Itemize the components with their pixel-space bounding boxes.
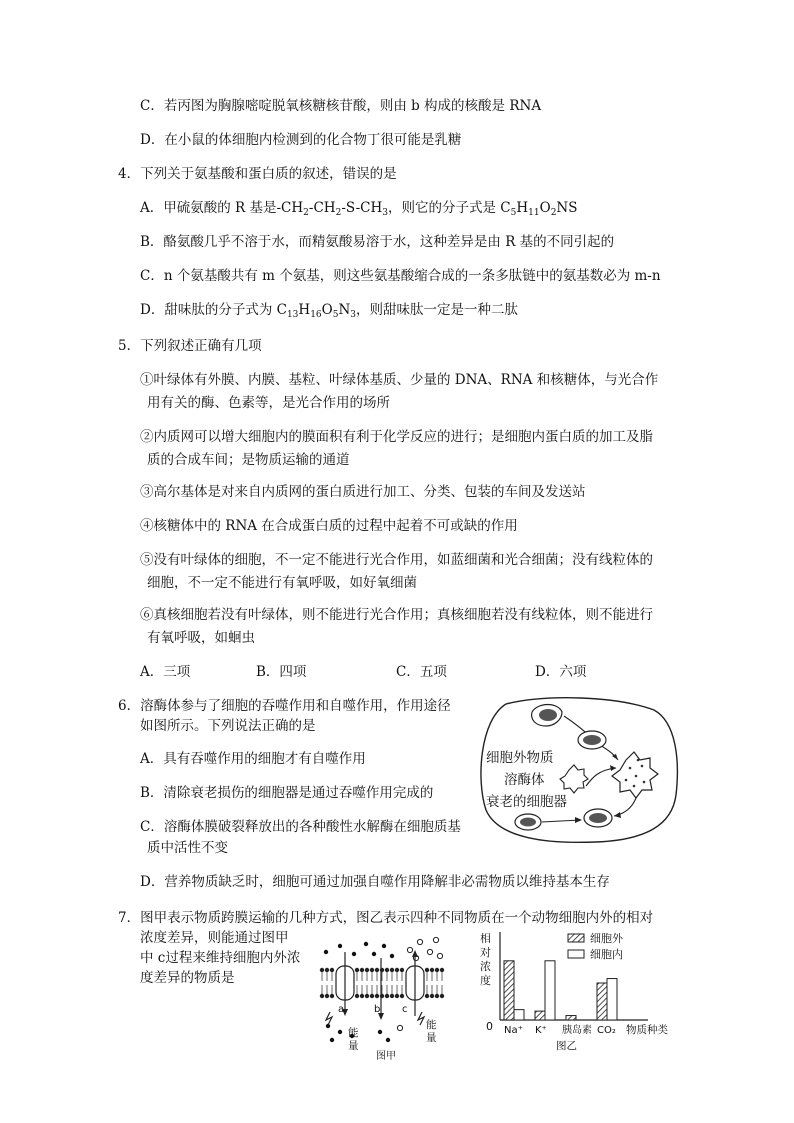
lipid-head xyxy=(395,994,399,998)
chart-origin: 0 xyxy=(486,1020,493,1033)
lipid-head xyxy=(390,968,394,972)
lipid-head xyxy=(385,968,389,972)
legend-label: 细胞外 xyxy=(590,932,623,945)
q7-stem-line-2: 浓度差异，则能通过图甲 xyxy=(140,930,289,946)
q3-option-d: D．在小鼠的体细胞内检测到的化合物丁很可能是乳糖 xyxy=(140,132,462,148)
q5-item-2-line-1: ②内质网可以增大细胞内的膜面积有利于化学反应的进行；是细胞内蛋白质的加工及脂 xyxy=(140,429,653,445)
figure-b-concentration-chart xyxy=(476,930,694,1062)
q5-item-1-line-2: 用有关的酶、色素等，是光合作用的场所 xyxy=(147,395,390,411)
lipid-head xyxy=(365,994,369,998)
bar-inside-1 xyxy=(545,961,555,1020)
lipid-head xyxy=(370,968,374,972)
figure-a-caption: 图甲 xyxy=(376,1051,396,1062)
outside-open-molecules xyxy=(407,937,442,960)
q5-item-6-line-1: ⑥真核细胞若没有叶绿体，则不能进行光合作用；真核细胞若没有线粒体，则不能进行 xyxy=(140,607,653,623)
lipid-head xyxy=(375,994,379,998)
q6-stem-line-1: 6．溶酶体参与了细胞的吞噬作用和自噬作用，作用途径 xyxy=(118,698,451,714)
lipid-head xyxy=(330,994,334,998)
label-aging-organelle: 衰老的细胞器 xyxy=(486,794,567,810)
lipid-head xyxy=(355,968,359,972)
x-tick-label: CO₂ xyxy=(597,1025,616,1036)
ylabel-char-2: 对 xyxy=(480,946,491,959)
label-energy-left-1: 能 xyxy=(348,1027,359,1039)
lipid-head xyxy=(365,968,369,972)
bar-outside-3 xyxy=(597,983,607,1020)
ylabel-char-1: 相 xyxy=(480,932,491,945)
q6-option-c-line-2: 质中活性不变 xyxy=(147,840,228,856)
legend-swatch xyxy=(568,950,584,958)
figure-a-membrane-transport xyxy=(318,932,450,1062)
q5-item-5-line-1: ⑤没有叶绿体的细胞，不一定不能进行光合作用，如蓝细菌和光合细菌；没有线粒体的 xyxy=(140,552,653,568)
label-process-a: a xyxy=(338,1004,345,1015)
legend-swatch xyxy=(568,934,584,942)
q5-stem: 5．下列叙述正确有几项 xyxy=(118,338,262,354)
lipid-head xyxy=(395,968,399,972)
lipid-head xyxy=(440,994,444,998)
q6-cell-diagram xyxy=(476,690,682,848)
lysosome-icon xyxy=(612,752,658,798)
lipid-head xyxy=(400,968,404,972)
q6-option-c-line-1: C．溶酶体膜破裂释放出的各种酸性水解酶在细胞质基 xyxy=(140,819,461,835)
x-tick-label: 胰岛素 xyxy=(562,1025,592,1036)
q5-item-5-line-2: 细胞，不一定不能进行有氧呼吸，如好氧细菌 xyxy=(147,575,417,591)
chart-xlabel: 物质种类 xyxy=(626,1024,668,1036)
label-process-b: b xyxy=(374,1004,381,1015)
lipid-head xyxy=(430,994,434,998)
lipid-head xyxy=(370,994,374,998)
lipid-head xyxy=(325,968,329,972)
label-energy-right-1: 能 xyxy=(426,1019,437,1031)
lipid-head xyxy=(400,994,404,998)
lipid-head xyxy=(360,968,364,972)
lipid-head xyxy=(320,994,324,998)
lipid-head xyxy=(440,968,444,972)
lipid-head xyxy=(355,994,359,998)
bar-inside-0 xyxy=(514,1010,524,1020)
q5-option-c: C．五项 xyxy=(396,664,447,680)
label-energy-left-2: 量 xyxy=(348,1040,359,1052)
lipid-head xyxy=(375,968,379,972)
q5-option-d: D．六项 xyxy=(535,664,587,680)
lipid-head xyxy=(325,994,329,998)
bar-outside-1 xyxy=(535,1011,545,1020)
lipid-head xyxy=(360,994,364,998)
q4-option-b: B．酪氨酸几乎不溶于水，而精氨酸易溶于水，这种差异是由 R 基的不同引起的 xyxy=(140,234,615,250)
lipid-head xyxy=(425,968,429,972)
x-tick-label: Na⁺ xyxy=(504,1025,523,1036)
label-energy-right-2: 量 xyxy=(426,1032,437,1044)
q4-stem: 4．下列关于氨基酸和蛋白质的叙述，错误的是 xyxy=(118,166,397,182)
outside-molecules xyxy=(324,942,394,958)
q5-item-4: ④核糖体中的 RNA 在合成蛋白质的过程中起着不可或缺的作用 xyxy=(140,518,518,534)
lipid-head xyxy=(435,994,439,998)
lipid-head xyxy=(320,968,324,972)
lipid-head xyxy=(330,968,334,972)
q5-item-6-line-2: 有氧呼吸，如蛔虫 xyxy=(147,630,255,646)
lipid-head xyxy=(385,994,389,998)
lipid-head xyxy=(390,994,394,998)
figure-b-caption: 图乙 xyxy=(556,1040,577,1052)
bar-inside-3 xyxy=(607,979,617,1020)
q6-option-a: A．具有吞噬作用的细胞才有自噬作用 xyxy=(140,751,366,767)
q5-item-3: ③高尔基体是对来自内质网的蛋白质进行加工、分类、包装的车间及发送站 xyxy=(140,484,586,500)
q5-item-1-line-1: ①叶绿体有外膜、内膜、基粒、叶绿体基质、少量的 DNA、RNA 和核糖体，与光合作 xyxy=(140,372,659,388)
label-extracellular-substance: 细胞外物质 xyxy=(486,750,554,766)
x-tick-label: K⁺ xyxy=(535,1025,547,1036)
lipid-head xyxy=(435,968,439,972)
lipid-head xyxy=(425,994,429,998)
q6-stem-line-2: 如图所示。下列说法正确的是 xyxy=(140,718,316,734)
q5-item-2-line-2: 质的合成车间；是物质运输的通道 xyxy=(147,452,350,468)
label-lysosome: 溶酶体 xyxy=(504,772,545,788)
label-process-c: c xyxy=(402,1004,408,1015)
bar-outside-2 xyxy=(566,1016,576,1020)
q7-stem-line-3: 中 c过程来维持细胞内外浓 xyxy=(140,950,301,966)
q7-stem-line-1: 7．图甲表示物质跨膜运输的几种方式，图乙表示四种不同物质在一个动物细胞内外的相对 xyxy=(118,910,654,926)
legend-label: 细胞内 xyxy=(590,948,623,961)
q6-option-b: B．清除衰老损伤的细胞器是通过吞噬作用完成的 xyxy=(140,785,434,801)
ylabel-char-3: 浓 xyxy=(480,960,491,973)
q5-option-a: A．三项 xyxy=(140,664,191,680)
q7-stem-line-4: 度差异的物质是 xyxy=(140,970,235,986)
q6-option-d: D．营养物质缺乏时，细胞可通过加强自噬作用降解非必需物质以维持基本生存 xyxy=(140,874,610,890)
bar-outside-0 xyxy=(504,961,514,1020)
lipid-head xyxy=(430,968,434,972)
q5-option-b: B．四项 xyxy=(256,664,307,680)
q3-option-c: C．若丙图为胸腺嘧啶脱氧核糖核苷酸，则由 b 构成的核酸是 RNA xyxy=(140,98,542,114)
ylabel-char-4: 度 xyxy=(480,974,491,987)
q4-option-d: D．甜味肽的分子式为 $C_{13}H_{16}O_5N_3$，则甜味肽一定是一种二肽 xyxy=(140,302,518,320)
q4-option-a: A．甲硫氨酸的 R 基是$-CH_2-CH_2-S-CH_3$，则它的分子式是 $C_5H_{11}O_2NS$ xyxy=(140,200,578,218)
q4-option-c: C．n 个氨基酸共有 m 个氨基，则这些氨基酸缩合成的一条多肽链中的氨基数必为 m-n xyxy=(140,268,661,284)
